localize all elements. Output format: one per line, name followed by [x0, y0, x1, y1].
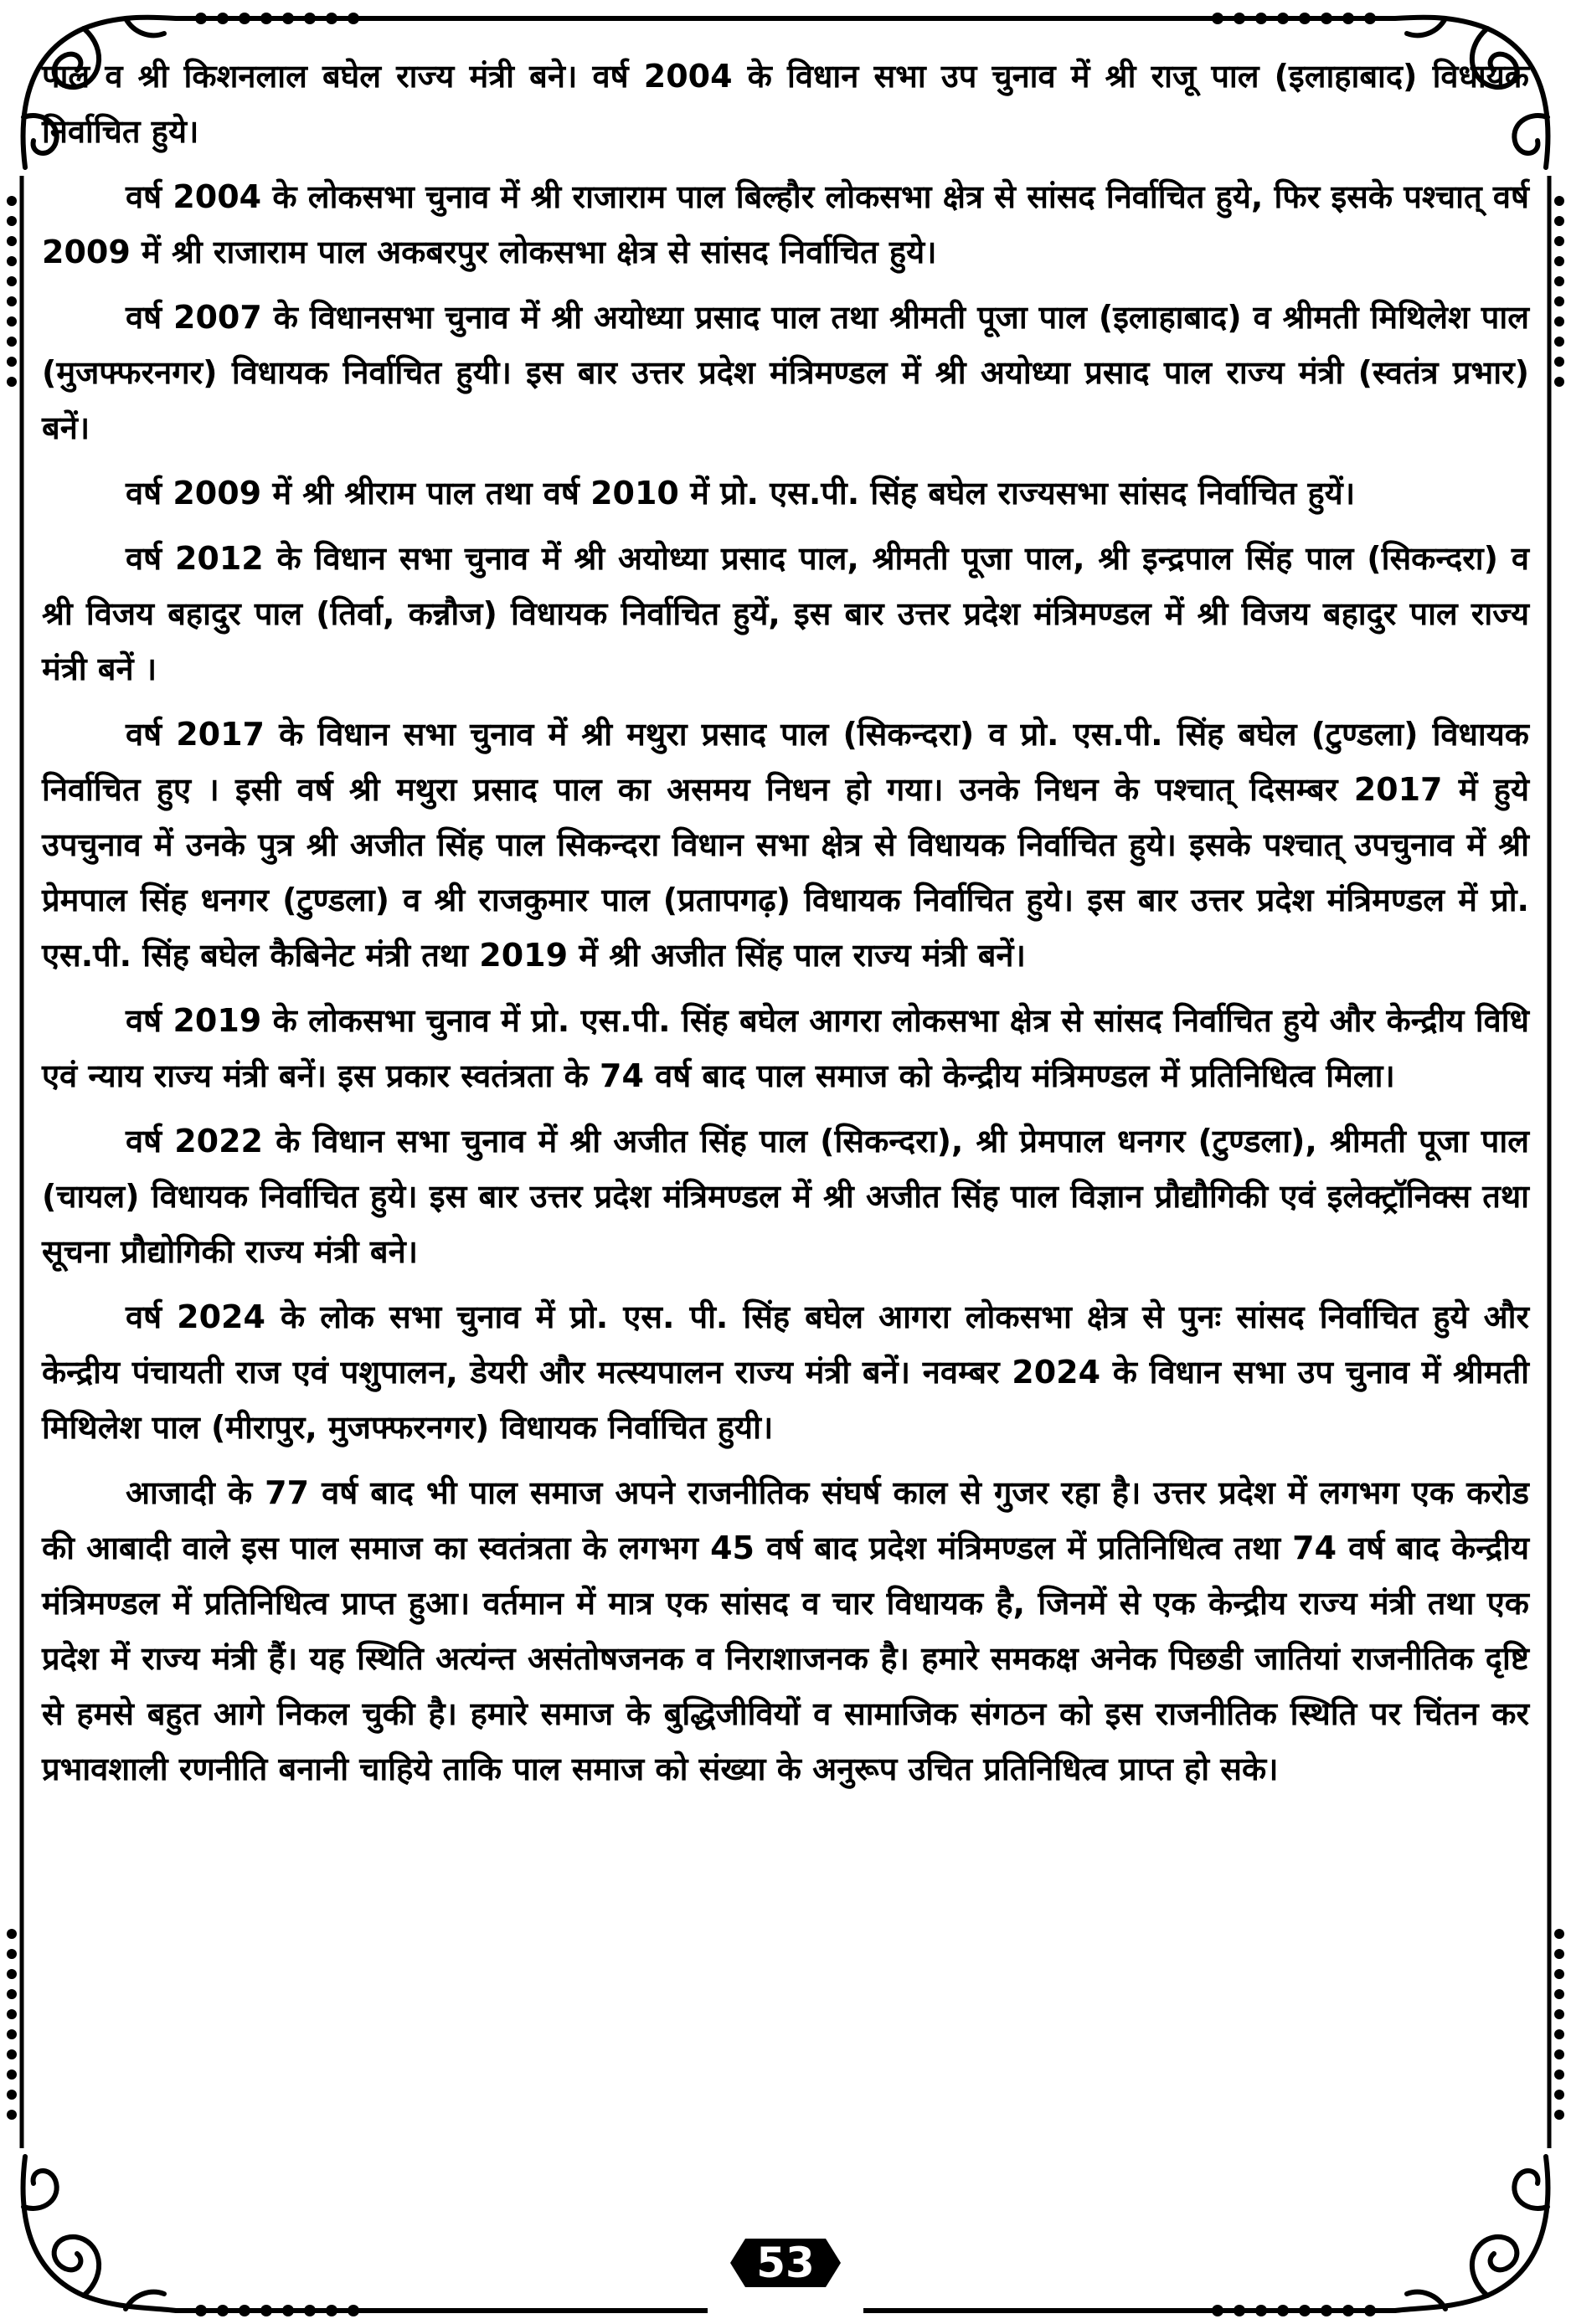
page-number: 53	[756, 2239, 815, 2287]
paragraph: वर्ष 2017 के विधान सभा चुनाव में श्री मथुरा प्रसाद पाल (सिकन्दरा) व प्रो. एस.पी. सिंह बघेल (टुण्डला) विधायक निर्वाचित हुए । इसी वर्ष श्री मथुरा प्रसाद पाल का असमय निधन हो गया। उनके निधन के पश्चात् दिसम्बर 2017 में हुये उपचुनाव में उनके पुत्र श्री अजीत सिंह पाल सिकन्दरा विधान सभा क्षेत्र से विधायक निर्वाचित हुये। इसके पश्चात् उपचुनाव में श्री प्रेमपाल सिंह धनगर (टुण्डला) व श्री राजकुमार पाल (प्रतापगढ़) विधायक निर्वाचित हुये। इस बार उत्तर प्रदेश मंत्रिमण्डल में प्रो. एस.पी. सिंह बघेल कैबिनेट मंत्री तथा 2019 में श्री अजीत सिंह पाल राज्य मंत्री बनें।	[42, 716, 1529, 974]
page-number-badge	[730, 2235, 841, 2291]
paragraph: वर्ष 2009 में श्री श्रीराम पाल तथा वर्ष 2010 में प्रो. एस.पी. सिंह बघेल राज्यसभा सांसद निर्वाचित हुयें।	[126, 475, 1356, 512]
right-dots	[1554, 196, 1564, 2120]
paragraph: वर्ष 2007 के विधानसभा चुनाव में श्री अयोध्या प्रसाद पाल तथा श्रीमती पूजा पाल (इलाहाबाद) व श्रीमती मिथिलेश पाल (मुजफ्फरनगर) विधायक निर्वाचित हुयी। इस बार उत्तर प्रदेश मंत्रिमण्डल में श्री अयोध्या प्रसाद पाल राज्य मंत्री (स्वतंत्र प्रभार) बनें।	[42, 299, 1529, 446]
page-body	[42, 49, 1529, 1807]
corner-ornament-bottom-right	[1395, 2157, 1548, 2311]
paragraph-continuation: पाल व श्री किशनलाल बघेल राज्य मंत्री बने। वर्ष 2004 के विधान सभा उप चुनाव में श्री राजू पाल (इलाहाबाद) विधायक निर्वाचित हुये।	[42, 58, 1529, 150]
paragraph: वर्ष 2012 के विधान सभा चुनाव में श्री अयोध्या प्रसाद पाल, श्रीमती पूजा पाल, श्री इन्द्रपाल सिंह पाल (सिकन्दरा) व श्री विजय बहादुर पाल (तिर्वा, कन्नौज) विधायक निर्वाचित हुयें, इस बार उत्तर प्रदेश मंत्रिमण्डल में श्री विजय बहादुर पाल राज्य मंत्री बनें ।	[42, 540, 1529, 687]
paragraph: वर्ष 2024 के लोक सभा चुनाव में प्रो. एस. पी. सिंह बघेल आगरा लोकसभा क्षेत्र से पुनः सांसद निर्वाचित हुये और केन्द्रीय पंचायती राज एवं पशुपालन, डेयरी और मत्स्यपालन राज्य मंत्री बनें। नवम्बर 2024 के विधान सभा उप चुनाव में श्रीमती मिथिलेश पाल (मीरापुर, मुजफ्फरनगर) विधायक निर्वाचित हुयी।	[42, 1298, 1529, 1446]
paragraph: वर्ष 2022 के विधान सभा चुनाव में श्री अजीत सिंह पाल (सिकन्दरा), श्री प्रेमपाल धनगर (टुण्डला), श्रीमती पूजा पाल (चायल) विधायक निर्वाचित हुये। इस बार उत्तर प्रदेश मंत्रिमण्डल में श्री अजीत सिंह पाल विज्ञान प्रौद्यौगिकी एवं इलेक्ट्रॉनिक्स तथा सूचना प्रौद्योगिकी राज्य मंत्री बने।	[42, 1123, 1529, 1270]
paragraph: वर्ष 2004 के लोकसभा चुनाव में श्री राजाराम पाल बिल्हौर लोकसभा क्षेत्र से सांसद निर्वाचित हुये, फिर इसके पश्चात् वर्ष 2009 में श्री राजाराम पाल अकबरपुर लोकसभा क्षेत्र से सांसद निर्वाचित हुये।	[42, 178, 1529, 270]
paragraph: वर्ष 2019 के लोकसभा चुनाव में प्रो. एस.पी. सिंह बघेल आगरा लोकसभा क्षेत्र से सांसद निर्वाचित हुये और केन्द्रीय विधि एवं न्याय राज्य मंत्री बनें। इस प्रकार स्वतंत्रता के 74 वर्ष बाद पाल समाज को केन्द्रीय मंत्रिमण्डल में प्रतिनिधित्व मिला।	[42, 1002, 1529, 1094]
corner-ornament-bottom-left	[23, 2157, 176, 2311]
paragraph: आजादी के 77 वर्ष बाद भी पाल समाज अपने राजनीतिक संघर्ष काल से गुजर रहा है। उत्तर प्रदेश में लगभग एक करोड की आबादी वाले इस पाल समाज का स्वतंत्रता के लगभग 45 वर्ष बाद प्रदेश मंत्रिमण्डल में प्रतिनिधित्व तथा 74 वर्ष बाद केन्द्रीय मंत्रिमण्डल में प्रतिनिधित्व प्राप्त हुआ। वर्तमान में मात्र एक सांसद व चार विधायक है, जिनमें से एक केन्द्रीय राज्य मंत्री तथा एक प्रदेश में राज्य मंत्री हैं। यह स्थिति अत्यंन्त असंतोषजनक व निराशाजनक है। हमारे समकक्ष अनेक पिछडी जातियां राजनीतिक दृष्टि से हमसे बहुत आगे निकल चुकी है। हमारे समाज के बुद्धिजीवियों व सामाजिक संगठन को इस राजनीतिक स्थिति पर चिंतन कर प्रभावशाली रणनीति बनानी चाहिये ताकि पाल समाज को संख्या के अनुरूप उचित प्रतिनिधित्व प्राप्त हो सके।	[42, 1474, 1529, 1787]
left-dots	[7, 196, 17, 2120]
